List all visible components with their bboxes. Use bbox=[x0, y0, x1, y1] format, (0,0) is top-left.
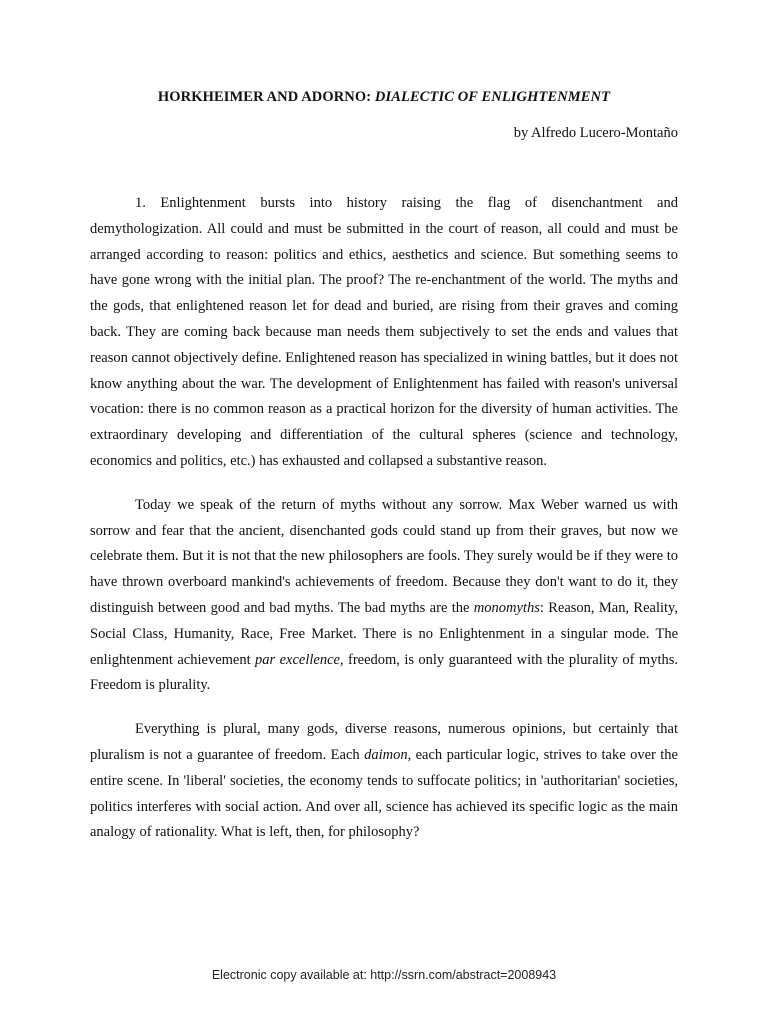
text-segment: 1. Enlightenment bursts into history raising the flag of disenchantment and demythologization. All could and must be submitted in the court of reason, all could and must be arranged according to reason: politics and ethics, aesthetics and science. But something seems to have gone wrong with the initial plan. The proof? The re-enchantment of the world. The myths and the gods, that enlightened reason let for dead and buried, are rising from their graves and coming back. They are coming back because man needs them subjectively to set the ends and values that reason cannot objectively define. Enlightened reason has specialized in wining battles, but it does not know anything about the war. The development of Enlightenment has failed with reason's universal vocation: there is no common reason as a practical horizon for the diversity of human activities. The extraordinary developing and differentiation of the cultural spheres (science and technology, economics and politics, etc.) has exhausted and collapsed a substantive reason. bbox=[90, 195, 678, 469]
text-segment: , each particular logic, strives to take over the entire scene. In 'liberal' societies, the economy tends to suffocate politics; in 'authoritarian' societies, politics interferes with social action. And over all, science has achieved its specific logic as the main analogy of rationality. What is left, then, for philosophy? bbox=[90, 746, 678, 841]
paragraph-1 bbox=[90, 191, 678, 475]
footer-ssrn-notice: Electronic copy available at: http://ssrn.com/abstract=2008943 bbox=[211, 968, 557, 982]
document-body bbox=[90, 191, 678, 864]
italic-term: monomyths bbox=[473, 599, 540, 616]
paragraph-2 bbox=[90, 493, 678, 699]
paragraph-3 bbox=[90, 717, 678, 846]
text-segment: : Reason, Man, Reality, Social Class, Humanity, Race, Free Market. There is no Enlightenment in a singular mode. The enlightenment achievement bbox=[90, 599, 678, 668]
author-line: by Alfredo Lucero-Montaño bbox=[513, 125, 678, 141]
italic-term: daimon bbox=[364, 746, 408, 763]
text-segment: Everything is plural, many gods, diverse reasons, numerous opinions, but certainly that pluralism is not a guarantee of freedom. Each bbox=[90, 721, 678, 763]
text-segment: Today we speak of the return of myths without any sorrow. Max Weber warned us with sorrow and fear that the ancient, disenchanted gods could stand up from their graves, but now we celebrate them. But it is not that the new philosophers are fools. They surely would be if they were to have thrown overboard mankind's achievements of freedom. Because they don't want to do it, they distinguish between good and bad myths. The bad myths are the bbox=[90, 496, 678, 616]
italic-term: par excellence bbox=[255, 651, 340, 668]
title-prefix: HORKHEIMER AND ADORNO: bbox=[157, 89, 375, 105]
title-italic: DIALECTIC OF ENLIGHTENMENT bbox=[374, 89, 611, 105]
document-title bbox=[0, 89, 768, 106]
text-segment: , freedom, is only guaranteed with the plurality of myths. Freedom is plurality. bbox=[90, 651, 678, 694]
